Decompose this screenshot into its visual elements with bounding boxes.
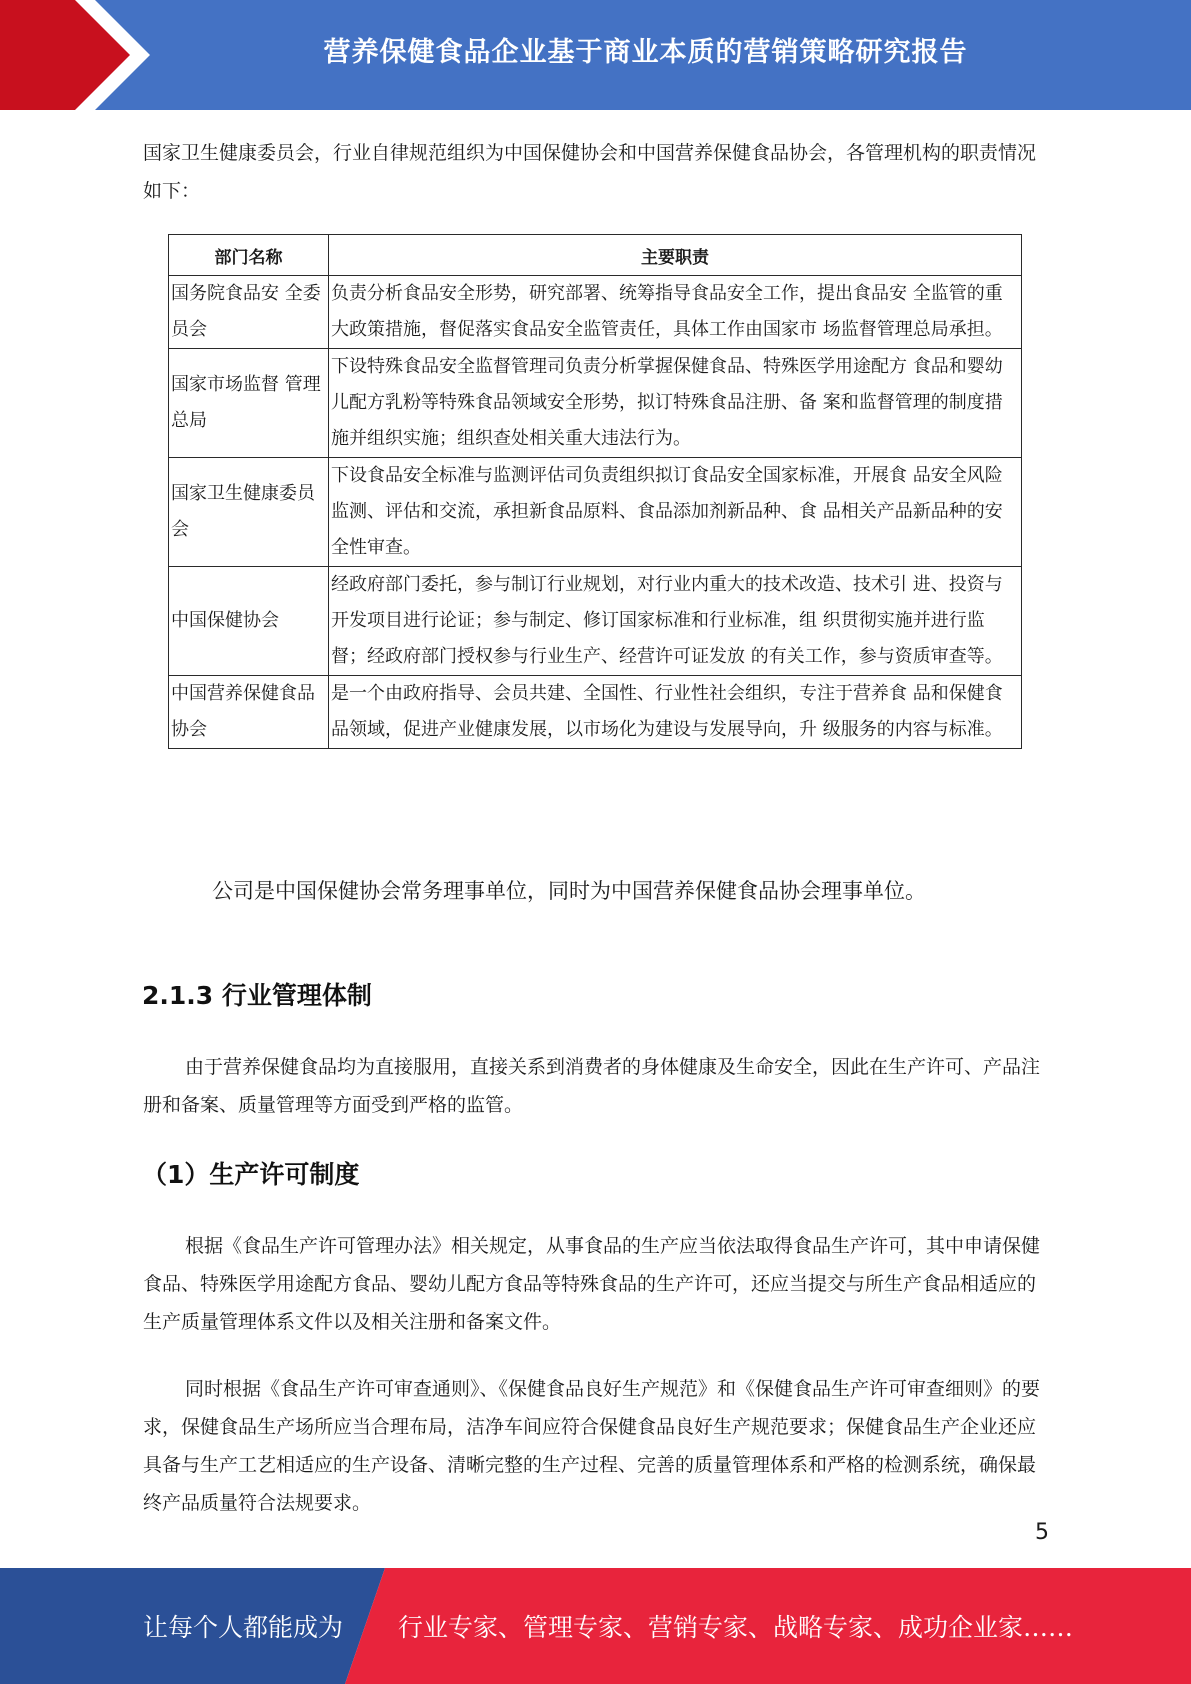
subsection-heading: （1）生产许可制度 — [142, 1160, 360, 1189]
table-row — [169, 276, 1022, 349]
duty-table — [168, 234, 1022, 749]
footer-slogan-left: 让每个人都能成为 — [143, 1613, 344, 1642]
table-row — [169, 567, 1022, 676]
dept-cell: 中国营养保健食品协会 — [169, 676, 329, 749]
report-title: 营养保健食品企业基于商业本质的营销策略研究报告 — [323, 37, 968, 68]
table-row — [169, 349, 1022, 458]
intro-paragraph: 国家卫生健康委员会，行业自律规范组织为中国保健协会和中国营养保健食品协会，各管理机构的职责情况如下： — [143, 142, 1037, 202]
duty-cell: 是一个由政府指导、会员共建、全国性、行业性社会组织，专注于营养食 品和保健食品领域，促进产业健康发展，以市场化为建设与发展导向，升 级服务的内容与标准。 — [329, 676, 1022, 749]
dept-cell: 国家卫生健康委员会 — [169, 458, 329, 567]
table-row — [169, 458, 1022, 567]
paragraph-review-rules: 同时根据《食品生产许可审查通则》、《保健食品良好生产规范》和《保健食品生产许可审查细则》的要求，保健食品生产场所应当合理布局，洁净车间应符合保健食品良好生产规范要求；保健食品生产企业还应具备与生产工艺相适应的生产设备、清晰完整的生产过程、完善的质量管理体系和严格的检测系统，确保最终产品质量符合法规要求。 — [143, 1378, 1041, 1514]
table-header-row — [169, 235, 1022, 276]
duty-cell: 经政府部门委托，参与制订行业规划，对行业内重大的技术改造、技术引 进、投资与开发项目进行论证；参与制定、修订国家标准和行业标准，组 织贯彻实施并进行监督；经政府部门授权参与行业生产、经营许可证发放 的有关工作，参与资质审查等。 — [329, 567, 1022, 676]
company-note: 公司是中国保健协会常务理事单位，同时为中国营养保健食品协会理事单位。 — [212, 879, 926, 903]
dept-cell: 国家市场监督 管理总局 — [169, 349, 329, 458]
footer-slogan-right: 行业专家、管理专家、营销专家、战略专家、成功企业家…… — [398, 1613, 1074, 1642]
table-row — [169, 676, 1022, 749]
dept-cell: 中国保健协会 — [169, 567, 329, 676]
footer-banner — [0, 1568, 1191, 1684]
duty-cell: 下设特殊食品安全监督管理司负责分析掌握保健食品、特殊医学用途配方 食品和婴幼儿配方乳粉等特殊食品领域安全形势，拟订特殊食品注册、备 案和监督管理的制度措施并组织实施；组织查处相关重大违法行为。 — [329, 349, 1022, 458]
header-duty: 主要职责 — [329, 235, 1022, 276]
duty-cell: 负责分析食品安全形势，研究部署、统筹指导食品安全工作，提出食品安 全监管的重大政策措施，督促落实食品安全监管责任，具体工作由国家市 场监督管理总局承担。 — [329, 276, 1022, 349]
section-heading — [142, 976, 372, 1012]
section-intro: 由于营养保健食品均为直接服用，直接关系到消费者的身体健康及生命安全，因此在生产许可、产品注册和备案、质量管理等方面受到严格的监管。 — [143, 1056, 1041, 1116]
dept-cell: 国务院食品安 全委员会 — [169, 276, 329, 349]
header-banner — [0, 0, 1191, 110]
section-title: 行业管理体制 — [221, 981, 372, 1010]
section-number: 2.1.3 — [142, 981, 214, 1010]
arrow-chevron-icon — [0, 0, 160, 110]
header-dept: 部门名称 — [169, 235, 329, 276]
page-number: 5 — [1035, 1520, 1049, 1545]
duty-cell: 下设食品安全标准与监测评估司负责组织拟订食品安全国家标准，开展食 品安全风险监测、评估和交流，承担新食品原料、食品添加剂新品种、食 品相关产品新品种的安全性审查。 — [329, 458, 1022, 567]
paragraph-production-license: 根据《食品生产许可管理办法》相关规定，从事食品的生产应当依法取得食品生产许可，其中申请保健食品、特殊医学用途配方食品、婴幼儿配方食品等特殊食品的生产许可，还应当提交与所生产食品相适应的生产质量管理体系文件以及相关注册和备案文件。 — [143, 1235, 1041, 1333]
